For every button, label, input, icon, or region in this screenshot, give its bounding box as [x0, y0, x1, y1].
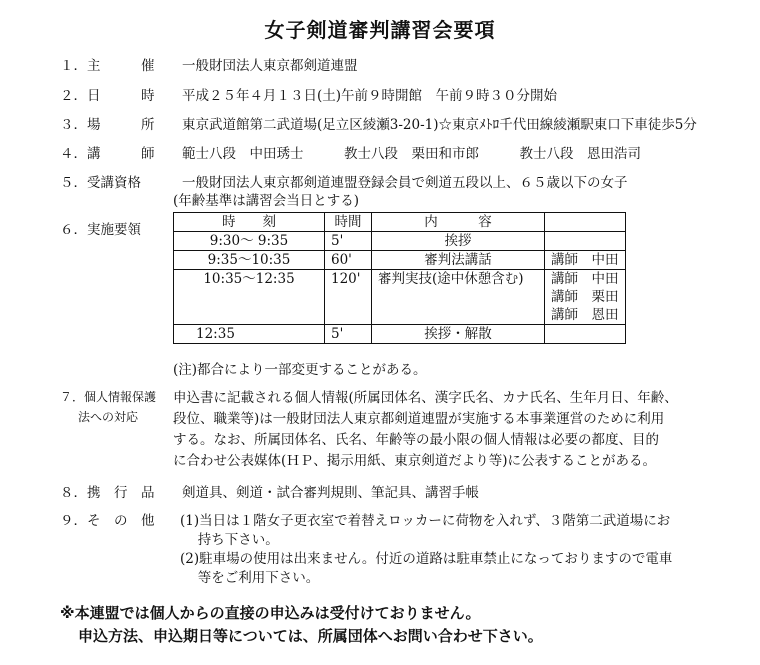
value-date: 平成２５年４月１３日(土)午前９時開館 午前９時３０分開始 — [182, 88, 558, 104]
privacy-line: 段位、職業等)は一般財団法人東京都剣道連盟が実施する本事業運営のために利用 — [173, 411, 665, 427]
row-time: 10:35～12:35 — [174, 270, 325, 325]
row-instructor — [545, 325, 626, 344]
instructor-name: 講師 栗田 — [551, 289, 619, 305]
row-time: 12:35 — [174, 325, 325, 344]
header-content: 内 容 — [372, 213, 545, 232]
row-content: 挨拶・解散 — [372, 325, 545, 344]
row-content: 挨拶 — [372, 232, 545, 251]
row-content: 審判実技(途中休憩含む) — [372, 270, 545, 325]
table-row — [174, 325, 626, 344]
other-line: 持ち下さい。 — [180, 532, 279, 548]
table-row — [174, 232, 626, 251]
schedule-table — [173, 212, 626, 344]
other-line: 等をご利用下さい。 — [180, 570, 320, 586]
label-place: ３．場 所 — [60, 117, 155, 133]
schedule-note: (注)都合により一部変更することがある。 — [173, 362, 427, 378]
row-duration: 60' — [325, 251, 372, 270]
instructor-name: 講師 恩田 — [551, 307, 619, 323]
row-time: 9:35～10:35 — [174, 251, 325, 270]
label-instructors: ４．講 師 — [60, 146, 155, 162]
value-qualification-line2: (年齢基準は講習会当日とする) — [173, 193, 360, 209]
label-date: ２．日 時 — [60, 88, 155, 104]
row-duration: 5' — [325, 232, 372, 251]
page-title: 女子剣道審判講習会要項 — [264, 18, 496, 42]
value-host: 一般財団法人東京都剣道連盟 — [182, 58, 358, 74]
value-instructors: 範士八段 中田琇士 教士八段 栗田和市郎 教士八段 恩田浩司 — [182, 146, 641, 162]
footer-notice-line1: ※本連盟では個人からの直接の申込みは受付けておりません。 — [60, 604, 481, 622]
privacy-line: に合わせ公表媒体(ＨＰ、掲示用紙、東京剣道だより等)に公表することがある。 — [173, 453, 657, 469]
value-place: 東京武道館第二武道場(足立区綾瀬3-20-1)☆東京ﾒﾄﾛ千代田線綾瀬駅東口下車徒歩5分 — [182, 117, 697, 133]
value-belongings: 剣道具、剣道・試合審判規則、筆記具、講習手帳 — [182, 485, 479, 501]
label-host: １．主 催 — [60, 58, 155, 74]
header-time: 時 刻 — [174, 213, 325, 232]
table-row — [174, 270, 626, 325]
schedule-header-row — [174, 213, 626, 232]
label-privacy-line2: 法への対応 — [78, 410, 139, 424]
label-belongings: ８．携 行 品 — [60, 485, 155, 501]
row-instructor — [545, 232, 626, 251]
label-other: ９．そ の 他 — [60, 513, 155, 529]
label-qualification: ５．受講資格 — [60, 175, 141, 191]
instructor-name: 講師 中田 — [551, 271, 619, 287]
privacy-line: 申込書に記載される個人情報(所属団体名、漢字氏名、カナ氏名、生年月日、年齢、 — [173, 390, 678, 406]
row-instructor-list — [545, 270, 626, 325]
table-row — [174, 251, 626, 270]
value-qualification-line1: 一般財団法人東京都剣道連盟登録会員で剣道五段以上、６５歳以下の女子 — [182, 175, 628, 191]
row-duration: 5' — [325, 325, 372, 344]
label-schedule: ６．実施要領 — [60, 222, 141, 238]
header-duration: 時間 — [325, 213, 372, 232]
other-line: (1)当日は１階女子更衣室で着替えロッカーに荷物を入れず、３階第二武道場にお — [180, 513, 671, 529]
label-privacy-line1: ７．個人情報保護 — [60, 390, 157, 404]
row-instructor: 講師 中田 — [545, 251, 626, 270]
other-line: (2)駐車場の使用は出来ません。付近の道路は駐車禁止になっておりますので電車 — [180, 551, 673, 567]
row-time: 9:30～ 9:35 — [174, 232, 325, 251]
footer-notice-line2: 申込方法、申込期日等については、所属団体へお問い合わせ下さい。 — [78, 627, 543, 645]
header-instructor — [545, 213, 626, 232]
row-content: 審判法講話 — [372, 251, 545, 270]
privacy-line: する。なお、所属団体名、氏名、年齢等の最小限の個人情報は必要の都度、目的 — [173, 432, 659, 448]
row-duration: 120' — [325, 270, 372, 325]
